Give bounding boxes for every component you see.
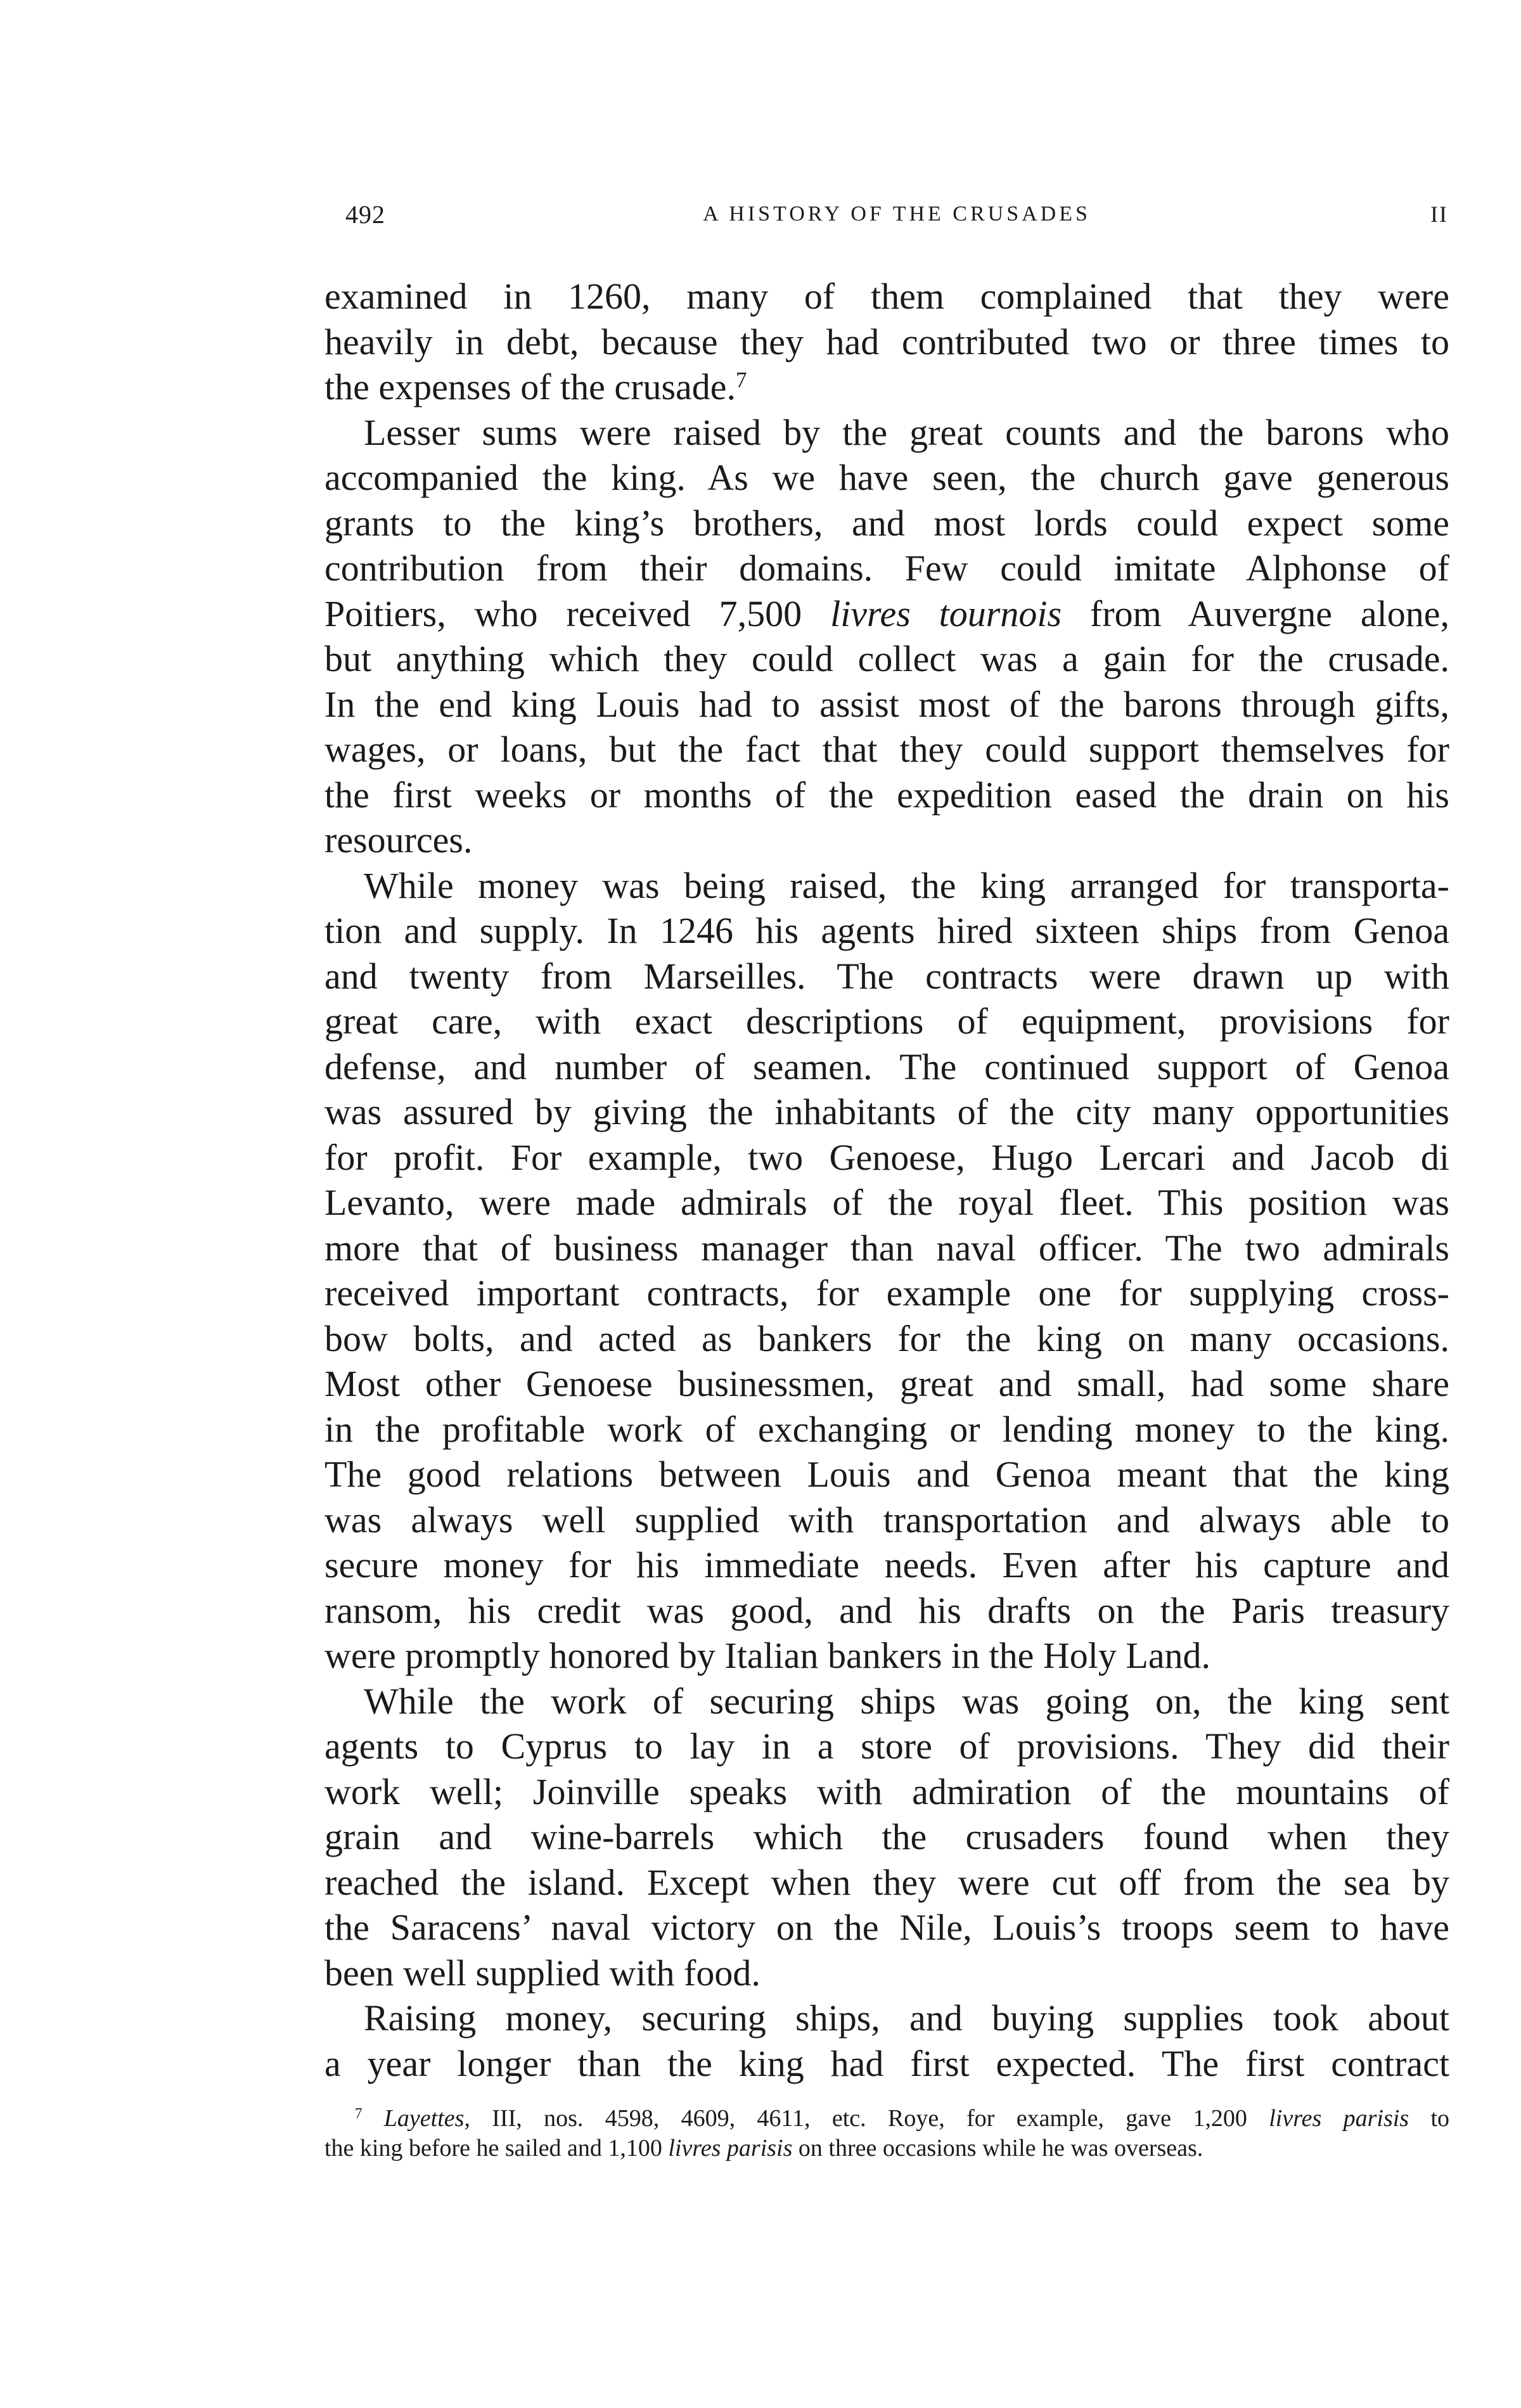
text-line: the expenses of the crusade.$^7$ bbox=[324, 366, 747, 407]
italic-term: livres parisis bbox=[668, 2135, 793, 2161]
text-line: the Saracens’ naval victory on the Nile, Louis’s troops seem to have bbox=[324, 1907, 1449, 1948]
text-line: While money was being raised, the king arranged for transporta- bbox=[364, 864, 1449, 906]
text-line: While the work of securing ships was going on, the king sent bbox=[364, 1680, 1449, 1722]
text-line: a year longer than the king had first expected. The first contract bbox=[324, 2042, 1449, 2084]
text-line: grants to the king’s brothers, and most lords could expect some bbox=[324, 502, 1449, 544]
text-line: in the profitable work of exchanging or lending money to the king. bbox=[324, 1408, 1449, 1450]
text-line: wages, or loans, but the fact that they could support themselves for bbox=[324, 729, 1449, 770]
text-line: Most other Genoese businessmen, great and small, had some share bbox=[324, 1363, 1449, 1404]
text-line: were promptly honored by Italian bankers in the Holy Land. bbox=[324, 1635, 1211, 1676]
footnote-marker: 7 bbox=[355, 2105, 363, 2122]
text-line: been well supplied with food. bbox=[324, 1952, 760, 1994]
text-line: agents to Cyprus to lay in a store of provisions. They did their bbox=[324, 1726, 1449, 1767]
text-line: the first weeks or months of the expedition eased the drain on his bbox=[324, 774, 1449, 816]
text-line: but anything which they could collect was a gain for the crusade. bbox=[324, 638, 1449, 679]
text-line: Levanto, were made admirals of the royal fleet. This position was bbox=[324, 1182, 1449, 1223]
text-line: and twenty from Marseilles. The contracts were drawn up with bbox=[324, 955, 1449, 997]
text-line: more that of business manager than naval officer. The two admirals bbox=[324, 1227, 1449, 1269]
running-title: A HISTORY OF THE CRUSADES bbox=[703, 202, 1091, 226]
text-line: was assured by giving the inhabitants of the city many opportunities bbox=[324, 1091, 1449, 1132]
text-line: heavily in debt, because they had contributed two or three times to bbox=[324, 321, 1449, 362]
text-line: received important contracts, for example one for supplying cross- bbox=[324, 1272, 1449, 1314]
italic-term: livres tournois bbox=[830, 592, 1062, 634]
text-line: grain and wine-barrels which the crusaders found when they bbox=[324, 1816, 1449, 1857]
text-line: for profit. For example, two Genoese, Hugo Lercari and Jacob di bbox=[324, 1136, 1449, 1178]
text-line: The good relations between Louis and Genoa meant that the king bbox=[324, 1454, 1449, 1495]
volume-number: II bbox=[1430, 202, 1448, 227]
text-line: examined in 1260, many of them complained that they were bbox=[324, 276, 1449, 317]
page-number: 492 bbox=[345, 200, 385, 229]
text-line: reached the island. Except when they were cut off from the sea by bbox=[324, 1861, 1449, 1903]
text-line: resources. bbox=[324, 819, 473, 861]
text-line: ransom, his credit was good, and his drafts on the Paris treasury bbox=[324, 1589, 1449, 1631]
text-line: tion and supply. In 1246 his agents hired sixteen ships from Genoa bbox=[324, 910, 1449, 951]
text-line: Raising money, securing ships, and buying supplies took about bbox=[364, 1997, 1449, 2039]
text-line: great care, with exact descriptions of equipment, provisions for bbox=[324, 1001, 1449, 1042]
text-line: Lesser sums were raised by the great counts and the barons who bbox=[364, 411, 1449, 453]
text-line: In the end king Louis had to assist most of the barons through gifts, bbox=[324, 683, 1449, 725]
page-header bbox=[345, 200, 1448, 238]
italic-term: livres parisis bbox=[1269, 2105, 1409, 2132]
footnote-line: $^7$ Layettes, III, nos. 4598, 4609, 4611, etc. Roye, for example, gave 1,200 livres parisis to bbox=[355, 2105, 1450, 2132]
text-line: was always well supplied with transportation and always able to bbox=[324, 1499, 1449, 1540]
text-line: Poitiers, who received 7,500 livres tournois from Auvergne alone, bbox=[324, 592, 1449, 634]
text-line: contribution from their domains. Few could imitate Alphonse of bbox=[324, 548, 1449, 589]
text-line: defense, and number of seamen. The continued support of Genoa bbox=[324, 1046, 1449, 1087]
text-line: accompanied the king. As we have seen, the church gave generous bbox=[324, 457, 1449, 498]
footnote-line: the king before he sailed and 1,100 livres parisis on three occasions while he was overseas. bbox=[324, 2135, 1203, 2161]
footnote-reference[interactable]: 7 bbox=[736, 367, 747, 392]
main-text bbox=[324, 274, 1449, 2086]
footnotes bbox=[324, 2104, 1449, 2163]
text-line: work well; Joinville speaks with admiration of the mountains of bbox=[324, 1771, 1449, 1812]
italic-title: Layettes, bbox=[383, 2105, 470, 2132]
text-line: secure money for his immediate needs. Even after his capture and bbox=[324, 1544, 1449, 1585]
text-line: bow bolts, and acted as bankers for the king on many occasions. bbox=[324, 1317, 1449, 1359]
